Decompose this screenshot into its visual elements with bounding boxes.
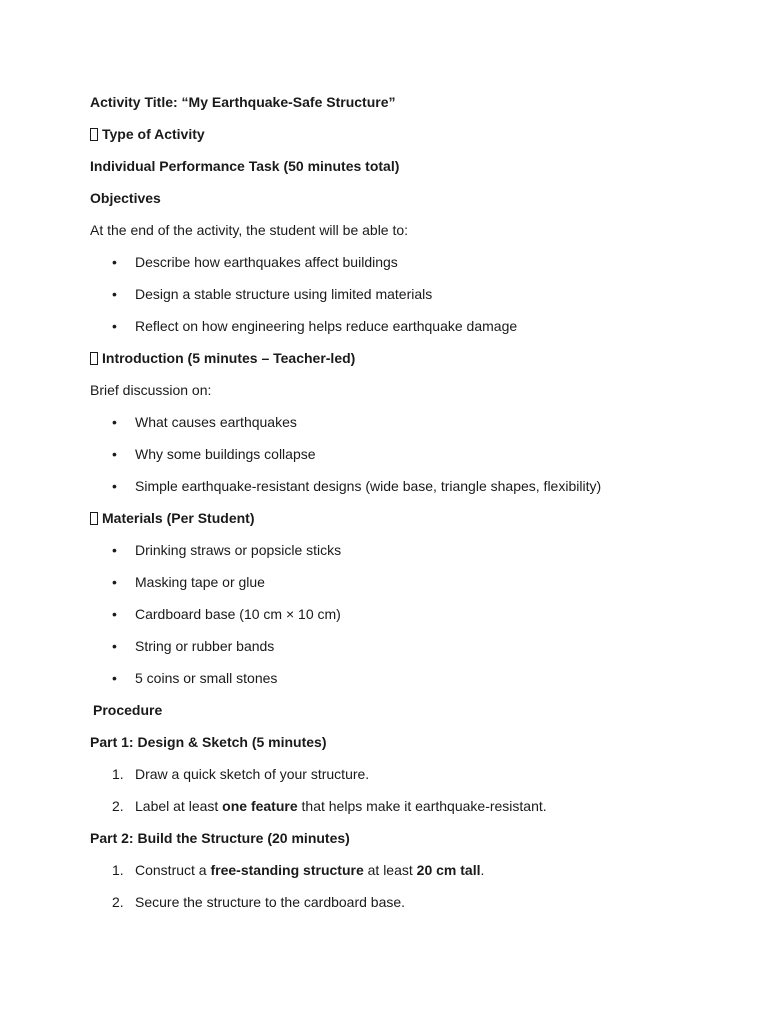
type-heading: Type of Activity <box>90 125 205 143</box>
introduction-intro: Brief discussion on: <box>90 382 212 398</box>
missing-glyph-icon <box>90 512 98 525</box>
bullet-icon: • <box>112 606 117 622</box>
part2-heading: Part 2: Build the Structure (20 minutes) <box>90 830 350 846</box>
bullet-icon: • <box>112 286 117 302</box>
list-item: 5 coins or small stones <box>135 670 278 686</box>
objectives-heading: Objectives <box>90 190 161 206</box>
list-item: Label at least one feature that helps make it earthquake-resistant. <box>135 798 547 814</box>
list-item: Cardboard base (10 cm × 10 cm) <box>135 606 341 622</box>
part1-heading: Part 1: Design & Sketch (5 minutes) <box>90 734 327 750</box>
procedure-heading: Procedure <box>93 702 163 718</box>
list-item: Secure the structure to the cardboard base. <box>135 894 406 910</box>
bullet-icon: • <box>112 638 117 654</box>
bullet-icon: • <box>112 478 117 494</box>
bullet-icon: • <box>112 542 117 558</box>
list-item: Drinking straws or popsicle sticks <box>135 542 342 558</box>
bullet-icon: • <box>112 318 117 334</box>
list-item: Design a stable structure using limited materials <box>135 286 433 302</box>
list-item: Describe how earthquakes affect buildings <box>135 254 398 270</box>
bullet-icon: • <box>112 414 117 430</box>
missing-glyph-icon <box>90 352 98 365</box>
list-item: Draw a quick sketch of your structure. <box>135 766 370 782</box>
list-item: Masking tape or glue <box>135 574 265 590</box>
list-item: Construct a free-standing structure at least 20 cm tall. <box>135 862 485 878</box>
activity-title: Activity Title: “My Earthquake-Safe Structure” <box>90 94 396 110</box>
list-item: Simple earthquake-resistant designs (wide base, triangle shapes, flexibility) <box>135 478 602 494</box>
list-number: 1. <box>112 766 124 782</box>
list-item: String or rubber bands <box>135 638 275 654</box>
list-item: Why some buildings collapse <box>135 446 316 462</box>
list-number: 2. <box>112 894 124 910</box>
list-number: 1. <box>112 862 124 878</box>
list-number: 2. <box>112 798 124 814</box>
introduction-heading: Introduction (5 minutes – Teacher-led) <box>90 349 355 367</box>
bullet-icon: • <box>112 574 117 590</box>
bullet-icon: • <box>112 254 117 270</box>
bullet-icon: • <box>112 670 117 686</box>
missing-glyph-icon <box>90 128 98 141</box>
list-item: What causes earthquakes <box>135 414 297 430</box>
objectives-intro: At the end of the activity, the student will be able to: <box>90 222 409 238</box>
type-value: Individual Performance Task (50 minutes total) <box>90 158 400 174</box>
bullet-icon: • <box>112 446 117 462</box>
list-item: Reflect on how engineering helps reduce earthquake damage <box>135 318 518 334</box>
materials-heading: Materials (Per Student) <box>90 509 254 527</box>
